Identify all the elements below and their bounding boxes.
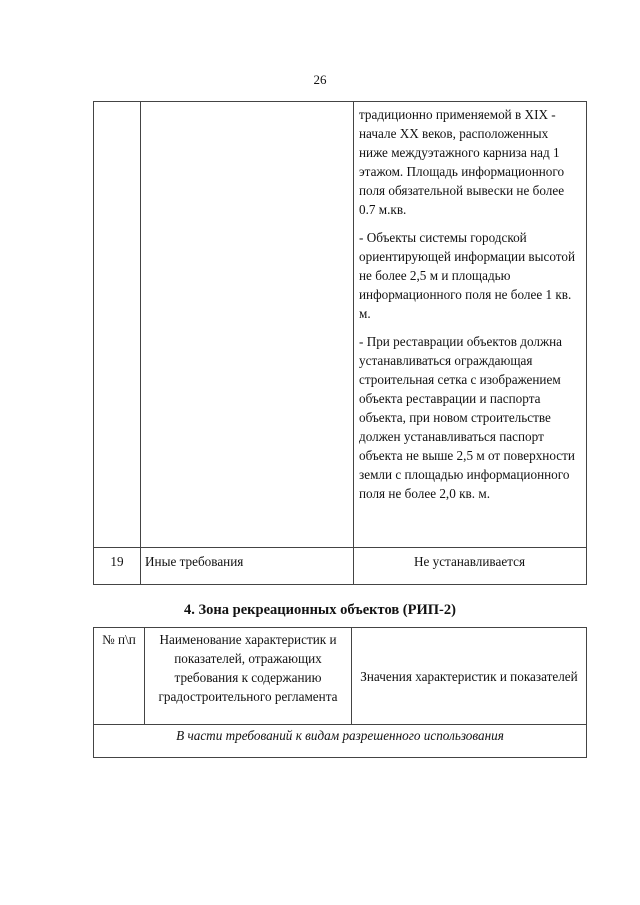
row-number-cell bbox=[94, 102, 141, 548]
row-value-cell bbox=[354, 102, 587, 548]
subheader-cell bbox=[94, 725, 587, 758]
table-row bbox=[94, 548, 587, 585]
subheader-text: В части требований к видам разрешенного использования bbox=[176, 728, 504, 743]
header-number-cell: № п\п bbox=[94, 628, 145, 725]
row-name-cell bbox=[141, 102, 354, 548]
regulation-table-continued bbox=[93, 101, 587, 585]
row-name-cell: Иные требования bbox=[141, 548, 354, 585]
value-paragraph: - Объекты системы городской ориентирующей информации высотой не более 2,5 м и площадью информационного поля не более 1 кв. м. bbox=[359, 230, 576, 321]
header-value-cell: Значения характеристик и показателей bbox=[352, 628, 587, 725]
row-number-cell: 19 bbox=[94, 548, 141, 585]
page-number: 26 bbox=[313, 72, 327, 87]
value-paragraph: традиционно применяемой в XIX - начале XX веков, расположенных ниже междуэтажного карниза над 1 этажом. Площадь информационного поля обязательной вывески не более 0.7 м.кв. bbox=[359, 107, 565, 217]
table-row bbox=[94, 102, 587, 548]
section-title: 4. Зона рекреационных объектов (РИП-2) bbox=[184, 602, 456, 618]
regulation-table bbox=[93, 627, 587, 758]
table-subheader-row bbox=[94, 725, 587, 758]
table-header-row bbox=[94, 628, 587, 725]
header-name-cell: Наименование характеристик и показателей, отражающих требования к содержанию градостроительного регламента bbox=[145, 628, 352, 725]
value-paragraph: - При реставрации объектов должна устанавливаться ограждающая строительная сетка с изображением объекта реставрации и паспорта объекта, при новом строительстве должен устанавливаться паспорт объекта не выше 2,5 м от поверхности земли с площадью информационного поля не более 2,0 кв. м. bbox=[359, 334, 575, 501]
row-value-cell: Не устанавливается bbox=[354, 548, 587, 585]
